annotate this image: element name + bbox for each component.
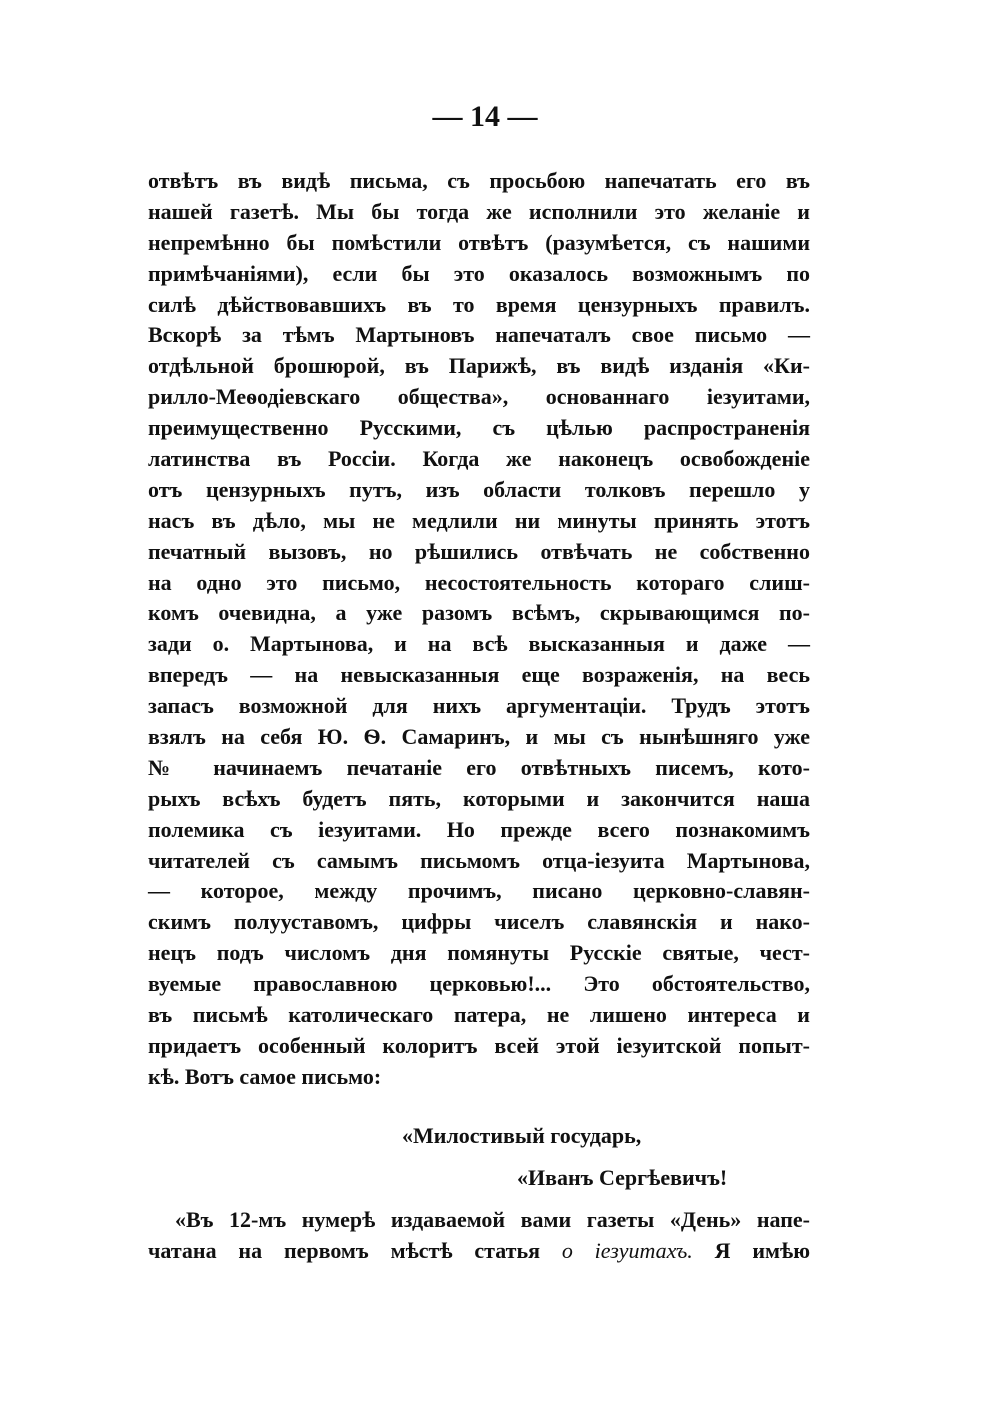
text-line: отдѣльной брошюрой, въ Парижѣ, въ видѣ изданія «Ки-: [148, 353, 810, 379]
letter-line: «Въ 12-мъ нумерѣ издаваемой вами газеты «День» напе-: [175, 1207, 810, 1232]
main-paragraph: [148, 166, 810, 1093]
text-line: читателей съ самымъ письмомъ отца-іезуита Мартынова,: [148, 847, 810, 873]
text-line: комъ очевидна, а уже разомъ всѣмъ, скрывающимся по-: [148, 600, 810, 626]
page-number: — 14 —: [432, 100, 538, 133]
letter-text: чатана на первомъ мѣстѣ статья: [148, 1237, 562, 1263]
text-line: въ письмѣ католическаго патера, не лишено интереса и: [148, 1002, 810, 1028]
letter-text: Я имѣю: [692, 1237, 811, 1263]
text-line: на одно это письмо, несостоятельность котораго слиш-: [148, 569, 810, 595]
text-line: преимущественно Русскими, съ цѣлью распространенія: [148, 415, 810, 441]
article-title: о іезуитахъ.: [561, 1237, 693, 1263]
text-line: печатный вызовъ, но рѣшились отвѣчать не собственно: [148, 538, 810, 564]
text-line: запасъ возможной для нихъ аргументаціи. Трудъ этотъ: [148, 693, 810, 719]
text-line: Вскорѣ за тѣмъ Мартыновъ напечаталъ свое письмо —: [148, 322, 810, 348]
letter-addressee: «Иванъ Сергѣевичъ!: [517, 1165, 728, 1190]
text-line: скимъ полууставомъ, цифры чиселъ славянскія и нако-: [148, 909, 810, 935]
text-line: кѣ. Вотъ самое письмо:: [148, 1063, 382, 1089]
text-line: отвѣтъ въ видѣ письма, съ просьбою напечатать его въ: [148, 168, 810, 193]
text-line: рилло-Меѳодіевскаго общества», основаннаго іезуитами,: [148, 384, 810, 410]
letter-salutation: «Милостивый государь,: [402, 1123, 642, 1148]
text-line: непремѣнно бы помѣстили отвѣтъ (разумѣется, съ нашими: [148, 229, 810, 255]
text-line: латинства въ Россіи. Когда же наконецъ освобожденіе: [148, 446, 810, 472]
text-line: силѣ дѣйствовавшихъ въ то время цензурныхъ правилъ.: [148, 291, 810, 317]
text-line: № начинаемъ печатаніе его отвѣтныхъ писемъ, кото-: [148, 754, 810, 780]
text-line: нецъ подъ числомъ дня помянуты Русскіе святые, чест-: [148, 940, 810, 966]
text-line: — которое, между прочимъ, писано церковно-славян-: [148, 878, 810, 904]
letter-body: [148, 1205, 810, 1267]
text-line: вуемые православною церковью!... Это обстоятельство,: [148, 971, 810, 997]
text-line: насъ въ дѣло, мы не медлили ни минуты принять этотъ: [148, 507, 810, 533]
text-line: зади о. Мартынова, и на всѣ высказанныя и даже —: [148, 631, 810, 657]
text-line: впередъ — на невысказанныя еще возраженія, на весь: [148, 662, 810, 688]
text-line: рыхъ всѣхъ будетъ пять, которыми и закончится наша: [148, 785, 810, 811]
text-line: взялъ на себя Ю. Ѳ. Самаринъ, и мы съ нынѣшняго уже: [148, 724, 810, 750]
text-line: нашей газетѣ. Мы бы тогда же исполнили это желаніе и: [148, 198, 810, 224]
text-line: полемика съ іезуитами. Но прежде всего познакомимъ: [148, 816, 810, 842]
text-line: примѣчаніями), если бы это оказалось возможнымъ по: [148, 260, 810, 286]
letter-line: [148, 1236, 810, 1267]
text-line: придаетъ особенный колоритъ всей этой іезуитской попыт-: [148, 1032, 810, 1058]
text-line: отъ цензурныхъ путъ, изъ области толковъ перешло у: [148, 476, 810, 502]
